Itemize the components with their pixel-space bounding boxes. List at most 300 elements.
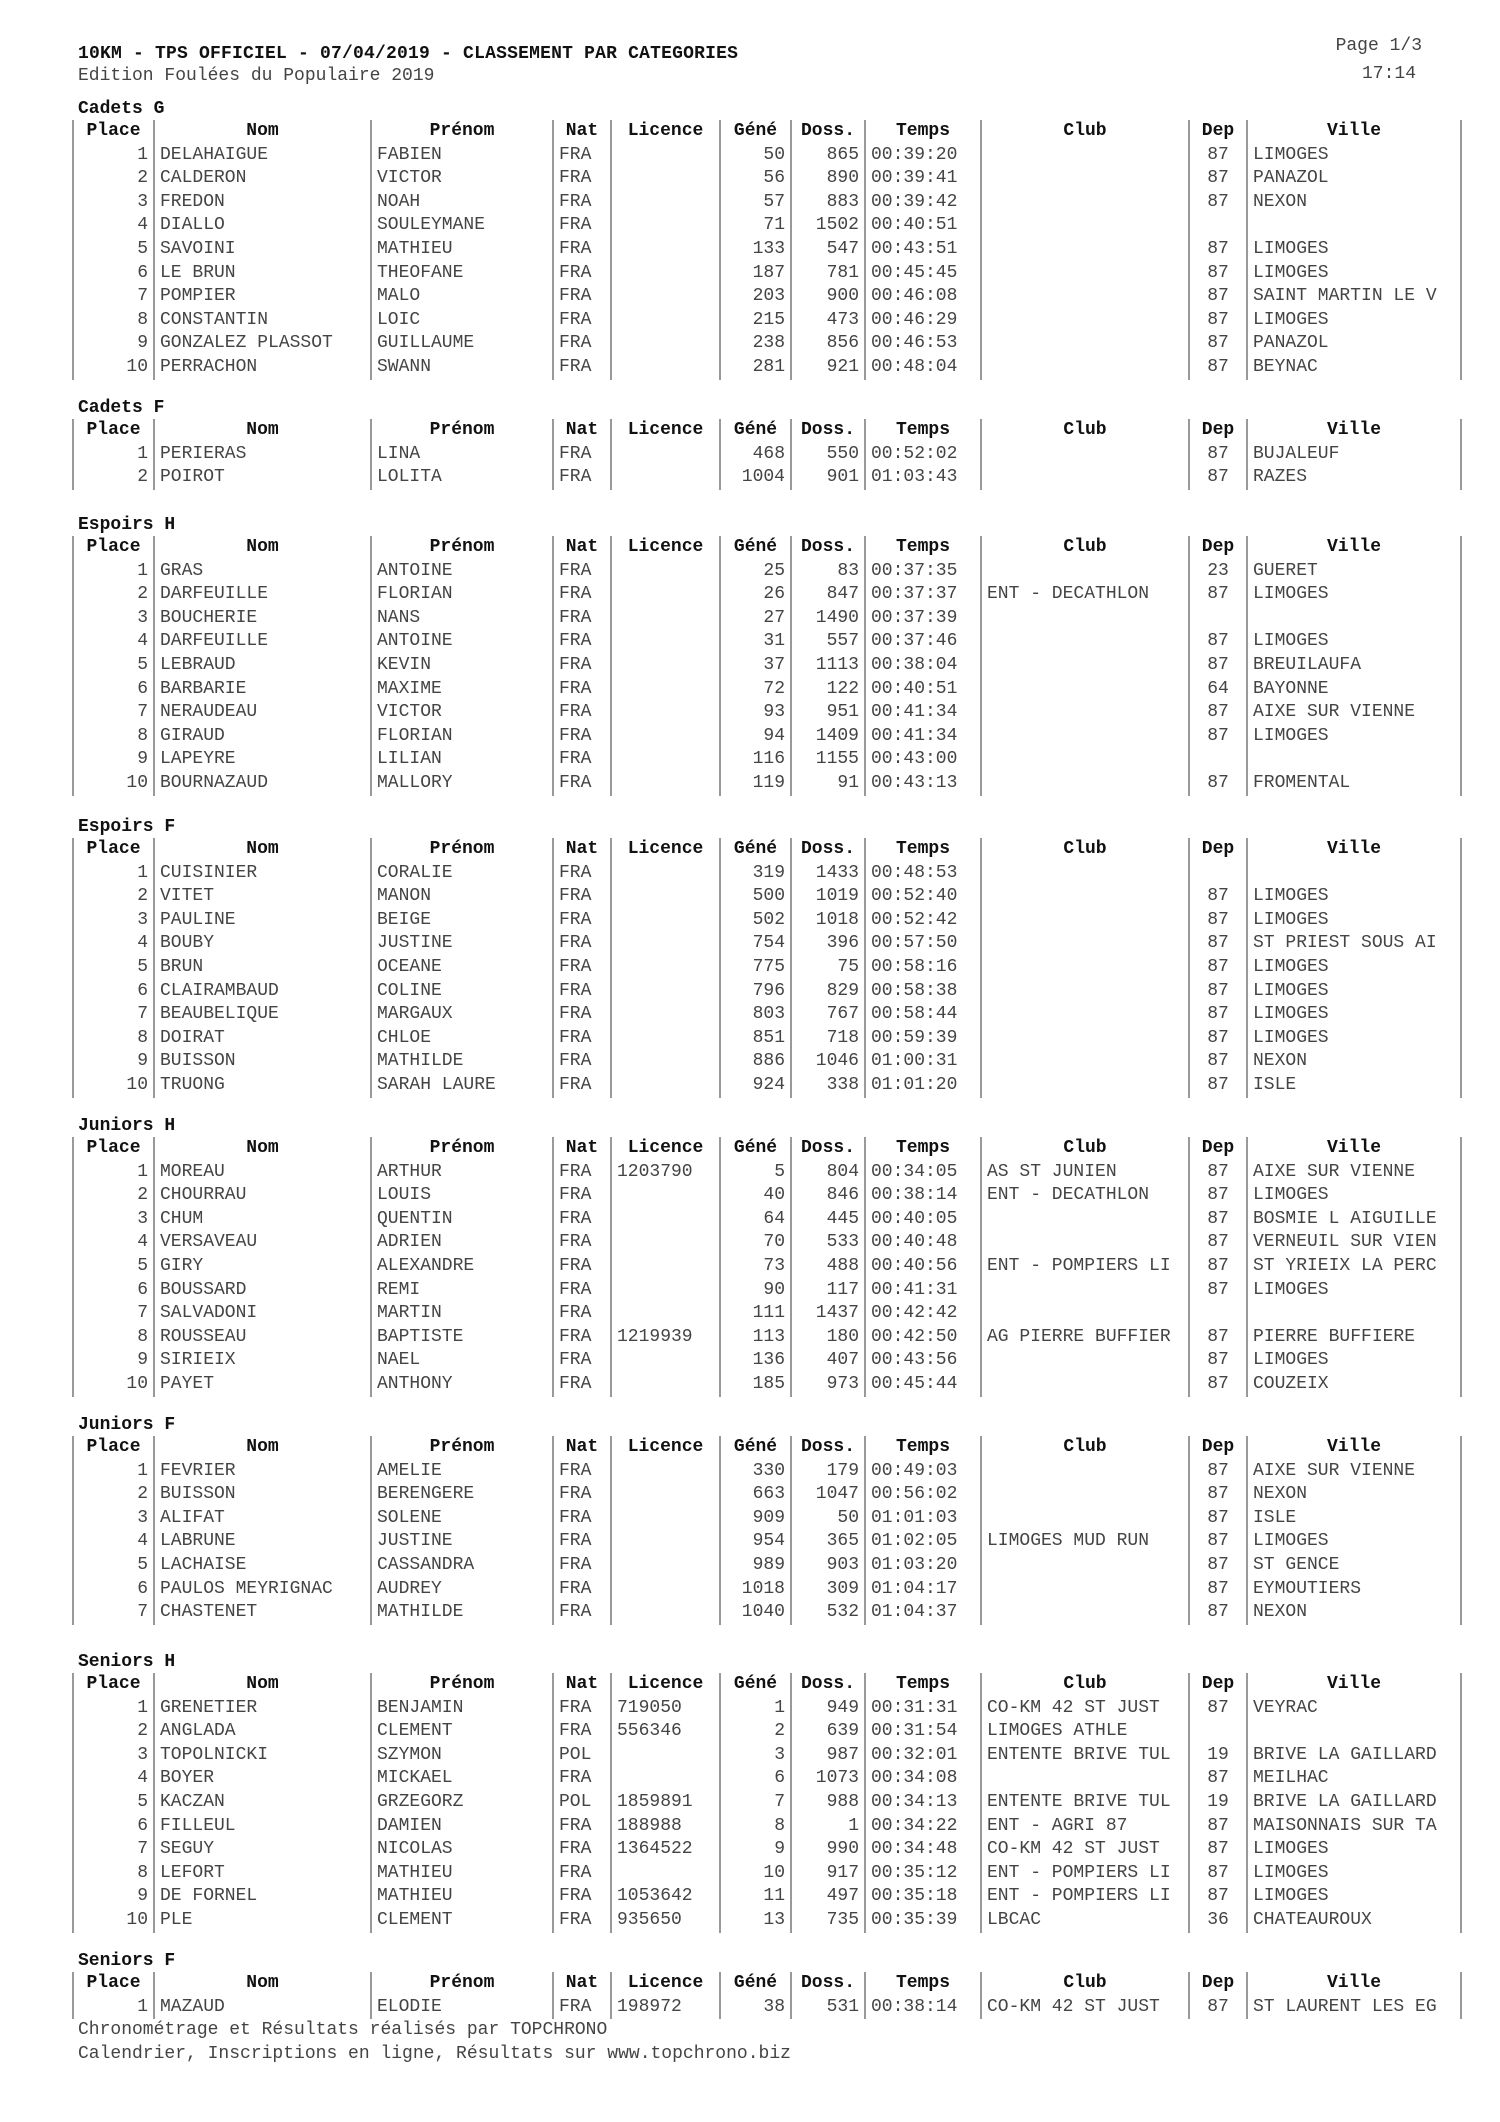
category-title: Juniors H xyxy=(78,1116,176,1136)
cell-doss: 531 xyxy=(791,1996,865,2020)
cell-licence xyxy=(611,285,720,309)
cell-doss: 767 xyxy=(791,1003,865,1027)
cell-temps: 00:37:39 xyxy=(865,607,981,631)
cell-nat: FRA xyxy=(553,1460,611,1484)
cell-nom: GRENETIER xyxy=(154,1697,371,1721)
cell-nom: PAYET xyxy=(154,1373,371,1397)
cell-ville xyxy=(1247,607,1461,631)
cell-doss: 900 xyxy=(791,285,865,309)
cell-club xyxy=(981,772,1189,796)
cell-ville: NEXON xyxy=(1247,191,1461,215)
table-row xyxy=(73,654,1461,678)
table-row xyxy=(73,1279,1461,1303)
cell-nat: FRA xyxy=(553,1838,611,1862)
cell-nom: GIRAUD xyxy=(154,725,371,749)
cell-prenom: MICKAEL xyxy=(371,1767,553,1791)
cell-ville: CHATEAUROUX xyxy=(1247,1909,1461,1933)
cell-licence xyxy=(611,1530,720,1554)
cell-temps: 00:42:50 xyxy=(865,1326,981,1350)
results-table xyxy=(72,1137,1462,1397)
cell-nat: FRA xyxy=(553,885,611,909)
cell-place: 2 xyxy=(73,1184,154,1208)
cell-ville: LIMOGES xyxy=(1247,1530,1461,1554)
cell-licence xyxy=(611,1003,720,1027)
cell-doss: 1019 xyxy=(791,885,865,909)
column-header-doss: Doss. xyxy=(791,1673,865,1697)
cell-dep: 87 xyxy=(1189,332,1247,356)
cell-ville: LIMOGES xyxy=(1247,956,1461,980)
cell-place: 1 xyxy=(73,1996,154,2020)
cell-licence xyxy=(611,1279,720,1303)
cell-licence: 1203790 xyxy=(611,1161,720,1185)
cell-gene: 38 xyxy=(720,1996,791,2020)
cell-club: ENT - POMPIERS LI xyxy=(981,1255,1189,1279)
header-row xyxy=(73,838,1461,862)
cell-ville: NEXON xyxy=(1247,1483,1461,1507)
cell-place: 5 xyxy=(73,1554,154,1578)
table-row xyxy=(73,1885,1461,1909)
cell-temps: 00:38:14 xyxy=(865,1996,981,2020)
table-row xyxy=(73,1326,1461,1350)
header-row xyxy=(73,419,1461,443)
column-header-licence: Licence xyxy=(611,536,720,560)
cell-licence xyxy=(611,1507,720,1531)
cell-nat: FRA xyxy=(553,748,611,772)
cell-nat: FRA xyxy=(553,1697,611,1721)
column-header-club: Club xyxy=(981,1972,1189,1996)
cell-nom: DIALLO xyxy=(154,214,371,238)
cell-club xyxy=(981,167,1189,191)
column-header-gene: Géné xyxy=(720,1972,791,1996)
cell-nom: BRUN xyxy=(154,956,371,980)
cell-ville: COUZEIX xyxy=(1247,1373,1461,1397)
cell-doss: 987 xyxy=(791,1744,865,1768)
cell-gene: 57 xyxy=(720,191,791,215)
table-row xyxy=(73,1483,1461,1507)
cell-prenom: SOLENE xyxy=(371,1507,553,1531)
cell-dep: 87 xyxy=(1189,1862,1247,1886)
cell-dep: 87 xyxy=(1189,1349,1247,1373)
cell-nat: FRA xyxy=(553,1909,611,1933)
cell-gene: 9 xyxy=(720,1838,791,1862)
column-header-club: Club xyxy=(981,838,1189,862)
cell-ville: ISLE xyxy=(1247,1074,1461,1098)
cell-gene: 13 xyxy=(720,1909,791,1933)
cell-ville: BUJALEUF xyxy=(1247,443,1461,467)
cell-ville xyxy=(1247,1720,1461,1744)
cell-temps: 01:03:43 xyxy=(865,466,981,490)
cell-dep: 87 xyxy=(1189,1838,1247,1862)
cell-prenom: BERENGERE xyxy=(371,1483,553,1507)
cell-gene: 185 xyxy=(720,1373,791,1397)
cell-club: ENTENTE BRIVE TUL xyxy=(981,1791,1189,1815)
cell-place: 10 xyxy=(73,1074,154,1098)
table-row xyxy=(73,748,1461,772)
cell-doss: 718 xyxy=(791,1027,865,1051)
cell-licence xyxy=(611,1208,720,1232)
table-row xyxy=(73,1027,1461,1051)
cell-licence xyxy=(611,332,720,356)
cell-temps: 00:43:00 xyxy=(865,748,981,772)
cell-prenom: ARTHUR xyxy=(371,1161,553,1185)
cell-place: 10 xyxy=(73,1909,154,1933)
column-header-club: Club xyxy=(981,536,1189,560)
cell-gene: 7 xyxy=(720,1791,791,1815)
cell-gene: 1040 xyxy=(720,1601,791,1625)
cell-nom: GONZALEZ PLASSOT xyxy=(154,332,371,356)
cell-temps: 00:39:41 xyxy=(865,167,981,191)
cell-temps: 00:48:53 xyxy=(865,862,981,886)
cell-ville: AIXE SUR VIENNE xyxy=(1247,1161,1461,1185)
table-row xyxy=(73,1050,1461,1074)
cell-licence xyxy=(611,167,720,191)
cell-gene: 924 xyxy=(720,1074,791,1098)
cell-club xyxy=(981,1050,1189,1074)
table-row xyxy=(73,1003,1461,1027)
cell-dep: 87 xyxy=(1189,191,1247,215)
cell-club xyxy=(981,956,1189,980)
cell-ville: ISLE xyxy=(1247,1507,1461,1531)
cell-temps: 00:41:34 xyxy=(865,725,981,749)
cell-licence xyxy=(611,1767,720,1791)
cell-prenom: ELODIE xyxy=(371,1996,553,2020)
cell-nom: DOIRAT xyxy=(154,1027,371,1051)
cell-licence xyxy=(611,862,720,886)
column-header-doss: Doss. xyxy=(791,1972,865,1996)
cell-dep: 36 xyxy=(1189,1909,1247,1933)
column-header-ville: Ville xyxy=(1247,838,1461,862)
table-row xyxy=(73,980,1461,1004)
table-row xyxy=(73,885,1461,909)
cell-club: AS ST JUNIEN xyxy=(981,1161,1189,1185)
column-header-temps: Temps xyxy=(865,419,981,443)
cell-doss: 117 xyxy=(791,1279,865,1303)
cell-prenom: JUSTINE xyxy=(371,1530,553,1554)
cell-nat: FRA xyxy=(553,443,611,467)
column-header-nat: Nat xyxy=(553,1436,611,1460)
cell-gene: 238 xyxy=(720,332,791,356)
cell-place: 1 xyxy=(73,144,154,168)
cell-nat: FRA xyxy=(553,1349,611,1373)
cell-licence xyxy=(611,772,720,796)
table-row xyxy=(73,1909,1461,1933)
column-header-nom: Nom xyxy=(154,536,371,560)
column-header-nom: Nom xyxy=(154,1673,371,1697)
cell-gene: 3 xyxy=(720,1744,791,1768)
cell-dep: 87 xyxy=(1189,1161,1247,1185)
cell-place: 1 xyxy=(73,443,154,467)
cell-ville: LIMOGES xyxy=(1247,309,1461,333)
cell-club xyxy=(981,1578,1189,1602)
cell-prenom: AUDREY xyxy=(371,1578,553,1602)
cell-gene: 909 xyxy=(720,1507,791,1531)
cell-ville: VEYRAC xyxy=(1247,1697,1461,1721)
table-row xyxy=(73,214,1461,238)
cell-prenom: ANTOINE xyxy=(371,630,553,654)
category-title: Juniors F xyxy=(78,1415,176,1435)
cell-doss: 75 xyxy=(791,956,865,980)
cell-doss: 973 xyxy=(791,1373,865,1397)
cell-prenom: ANTOINE xyxy=(371,560,553,584)
cell-nat: POL xyxy=(553,1791,611,1815)
cell-temps: 00:32:01 xyxy=(865,1744,981,1768)
cell-nat: FRA xyxy=(553,1483,611,1507)
cell-ville: MAISONNAIS SUR TA xyxy=(1247,1815,1461,1839)
cell-ville: LIMOGES xyxy=(1247,980,1461,1004)
cell-nom: FILLEUL xyxy=(154,1815,371,1839)
cell-place: 2 xyxy=(73,466,154,490)
cell-doss: 309 xyxy=(791,1578,865,1602)
cell-doss: 1409 xyxy=(791,725,865,749)
cell-temps: 00:34:05 xyxy=(865,1161,981,1185)
column-header-nom: Nom xyxy=(154,838,371,862)
column-header-licence: Licence xyxy=(611,1673,720,1697)
cell-dep: 87 xyxy=(1189,309,1247,333)
table-row xyxy=(73,932,1461,956)
cell-temps: 00:39:20 xyxy=(865,144,981,168)
cell-gene: 94 xyxy=(720,725,791,749)
cell-temps: 00:37:35 xyxy=(865,560,981,584)
cell-nom: LEBRAUD xyxy=(154,654,371,678)
cell-gene: 64 xyxy=(720,1208,791,1232)
cell-place: 4 xyxy=(73,932,154,956)
cell-dep: 87 xyxy=(1189,285,1247,309)
cell-licence xyxy=(611,1460,720,1484)
category-title: Espoirs F xyxy=(78,817,176,837)
cell-club xyxy=(981,560,1189,584)
cell-licence xyxy=(611,583,720,607)
cell-ville: LIMOGES xyxy=(1247,909,1461,933)
cell-temps: 01:01:03 xyxy=(865,1507,981,1531)
cell-ville: LIMOGES xyxy=(1247,1838,1461,1862)
cell-ville: LIMOGES xyxy=(1247,885,1461,909)
cell-nom: CHASTENET xyxy=(154,1601,371,1625)
column-header-prenom: Prénom xyxy=(371,1972,553,1996)
cell-club xyxy=(981,678,1189,702)
cell-prenom: NOAH xyxy=(371,191,553,215)
cell-place: 1 xyxy=(73,1161,154,1185)
cell-prenom: MALO xyxy=(371,285,553,309)
results-table xyxy=(72,120,1462,380)
column-header-licence: Licence xyxy=(611,1137,720,1161)
cell-licence xyxy=(611,654,720,678)
column-header-prenom: Prénom xyxy=(371,1137,553,1161)
cell-temps: 00:41:31 xyxy=(865,1279,981,1303)
cell-nat: FRA xyxy=(553,654,611,678)
cell-nat: FRA xyxy=(553,332,611,356)
cell-club xyxy=(981,1074,1189,1098)
table-row xyxy=(73,701,1461,725)
cell-prenom: ANTHONY xyxy=(371,1373,553,1397)
cell-gene: 26 xyxy=(720,583,791,607)
cell-nom: FEVRIER xyxy=(154,1460,371,1484)
cell-temps: 00:34:13 xyxy=(865,1791,981,1815)
cell-prenom: NICOLAS xyxy=(371,1838,553,1862)
column-header-club: Club xyxy=(981,1673,1189,1697)
cell-gene: 11 xyxy=(720,1885,791,1909)
cell-place: 1 xyxy=(73,1697,154,1721)
column-header-temps: Temps xyxy=(865,536,981,560)
cell-doss: 1018 xyxy=(791,909,865,933)
cell-nom: CHOURRAU xyxy=(154,1184,371,1208)
cell-prenom: CORALIE xyxy=(371,862,553,886)
results-table xyxy=(72,1673,1462,1933)
cell-gene: 754 xyxy=(720,932,791,956)
cell-nat: FRA xyxy=(553,1326,611,1350)
cell-licence xyxy=(611,1184,720,1208)
cell-dep: 87 xyxy=(1189,466,1247,490)
cell-temps: 00:37:46 xyxy=(865,630,981,654)
cell-temps: 00:41:34 xyxy=(865,701,981,725)
cell-dep: 87 xyxy=(1189,1885,1247,1909)
cell-dep: 87 xyxy=(1189,772,1247,796)
cell-temps: 00:59:39 xyxy=(865,1027,981,1051)
cell-club xyxy=(981,1460,1189,1484)
cell-licence xyxy=(611,1027,720,1051)
cell-gene: 500 xyxy=(720,885,791,909)
cell-nat: FRA xyxy=(553,1996,611,2020)
column-header-gene: Géné xyxy=(720,120,791,144)
cell-doss: 1490 xyxy=(791,607,865,631)
cell-gene: 111 xyxy=(720,1302,791,1326)
cell-temps: 00:52:40 xyxy=(865,885,981,909)
cell-nat: FRA xyxy=(553,678,611,702)
cell-gene: 215 xyxy=(720,309,791,333)
footer-website: Calendrier, Inscriptions en ligne, Résultats sur www.topchrono.biz xyxy=(78,2044,791,2064)
cell-ville xyxy=(1247,862,1461,886)
cell-gene: 116 xyxy=(720,748,791,772)
column-header-nom: Nom xyxy=(154,419,371,443)
cell-club xyxy=(981,214,1189,238)
column-header-club: Club xyxy=(981,1436,1189,1460)
cell-doss: 856 xyxy=(791,332,865,356)
cell-prenom: BENJAMIN xyxy=(371,1697,553,1721)
cell-prenom: MANON xyxy=(371,885,553,909)
cell-ville: AIXE SUR VIENNE xyxy=(1247,701,1461,725)
cell-temps: 00:38:04 xyxy=(865,654,981,678)
cell-gene: 6 xyxy=(720,1767,791,1791)
results-table xyxy=(72,1972,1462,2019)
cell-club xyxy=(981,1302,1189,1326)
column-header-nat: Nat xyxy=(553,1673,611,1697)
cell-temps: 00:35:39 xyxy=(865,1909,981,1933)
table-row xyxy=(73,1767,1461,1791)
cell-nat: FRA xyxy=(553,1184,611,1208)
cell-doss: 1113 xyxy=(791,654,865,678)
cell-place: 8 xyxy=(73,1862,154,1886)
cell-ville: LIMOGES xyxy=(1247,1279,1461,1303)
cell-club xyxy=(981,332,1189,356)
cell-nat: FRA xyxy=(553,583,611,607)
cell-temps: 00:34:48 xyxy=(865,1838,981,1862)
cell-nom: FREDON xyxy=(154,191,371,215)
cell-dep: 87 xyxy=(1189,630,1247,654)
cell-prenom: REMI xyxy=(371,1279,553,1303)
cell-gene: 50 xyxy=(720,144,791,168)
cell-doss: 804 xyxy=(791,1161,865,1185)
cell-gene: 330 xyxy=(720,1460,791,1484)
cell-licence xyxy=(611,932,720,956)
table-row xyxy=(73,862,1461,886)
cell-club xyxy=(981,932,1189,956)
category-section xyxy=(72,514,1462,796)
cell-nat: FRA xyxy=(553,772,611,796)
cell-club: CO-KM 42 ST JUST xyxy=(981,1838,1189,1862)
cell-ville: LIMOGES xyxy=(1247,630,1461,654)
cell-doss: 1437 xyxy=(791,1302,865,1326)
cell-club xyxy=(981,1027,1189,1051)
cell-doss: 532 xyxy=(791,1601,865,1625)
cell-ville: ST GENCE xyxy=(1247,1554,1461,1578)
cell-temps: 00:42:42 xyxy=(865,1302,981,1326)
cell-gene: 133 xyxy=(720,238,791,262)
cell-nat: FRA xyxy=(553,1554,611,1578)
column-header-gene: Géné xyxy=(720,1137,791,1161)
cell-licence xyxy=(611,1744,720,1768)
cell-licence xyxy=(611,356,720,380)
column-header-nom: Nom xyxy=(154,1436,371,1460)
column-header-club: Club xyxy=(981,1137,1189,1161)
category-title: Cadets F xyxy=(78,398,165,418)
cell-nom: BUISSON xyxy=(154,1050,371,1074)
cell-dep: 87 xyxy=(1189,956,1247,980)
cell-ville: BOSMIE L AIGUILLE xyxy=(1247,1208,1461,1232)
results-table xyxy=(72,419,1462,490)
cell-club xyxy=(981,1483,1189,1507)
table-row xyxy=(73,1460,1461,1484)
cell-ville: LIMOGES xyxy=(1247,1184,1461,1208)
cell-doss: 921 xyxy=(791,356,865,380)
cell-gene: 2 xyxy=(720,1720,791,1744)
cell-nat: FRA xyxy=(553,1601,611,1625)
cell-gene: 886 xyxy=(720,1050,791,1074)
cell-ville: LIMOGES xyxy=(1247,583,1461,607)
cell-club xyxy=(981,909,1189,933)
cell-place: 4 xyxy=(73,1767,154,1791)
cell-licence: 719050 xyxy=(611,1697,720,1721)
header-row xyxy=(73,1436,1461,1460)
cell-dep: 87 xyxy=(1189,144,1247,168)
table-row xyxy=(73,1697,1461,1721)
cell-dep: 87 xyxy=(1189,1460,1247,1484)
cell-place: 6 xyxy=(73,1279,154,1303)
column-header-ville: Ville xyxy=(1247,536,1461,560)
cell-ville: ST YRIEIX LA PERC xyxy=(1247,1255,1461,1279)
cell-nat: FRA xyxy=(553,909,611,933)
footer-credit: Chronométrage et Résultats réalisés par TOPCHRONO xyxy=(78,2020,608,2040)
cell-licence xyxy=(611,1302,720,1326)
cell-ville: SAINT MARTIN LE V xyxy=(1247,285,1461,309)
category-section xyxy=(72,1115,1462,1397)
column-header-place: Place xyxy=(73,1972,154,1996)
table-row xyxy=(73,1349,1461,1373)
cell-nat: FRA xyxy=(553,262,611,286)
cell-temps: 00:34:08 xyxy=(865,1767,981,1791)
table-row xyxy=(73,909,1461,933)
cell-ville: ST PRIEST SOUS AI xyxy=(1247,932,1461,956)
cell-ville: LIMOGES xyxy=(1247,1862,1461,1886)
cell-nat: FRA xyxy=(553,1302,611,1326)
cell-nom: DELAHAIGUE xyxy=(154,144,371,168)
table-row xyxy=(73,1231,1461,1255)
cell-ville: LIMOGES xyxy=(1247,262,1461,286)
cell-nom: BOUSSARD xyxy=(154,1279,371,1303)
cell-nat: FRA xyxy=(553,1050,611,1074)
cell-nom: LABRUNE xyxy=(154,1530,371,1554)
cell-licence xyxy=(611,1483,720,1507)
cell-dep: 87 xyxy=(1189,1003,1247,1027)
cell-ville xyxy=(1247,1302,1461,1326)
